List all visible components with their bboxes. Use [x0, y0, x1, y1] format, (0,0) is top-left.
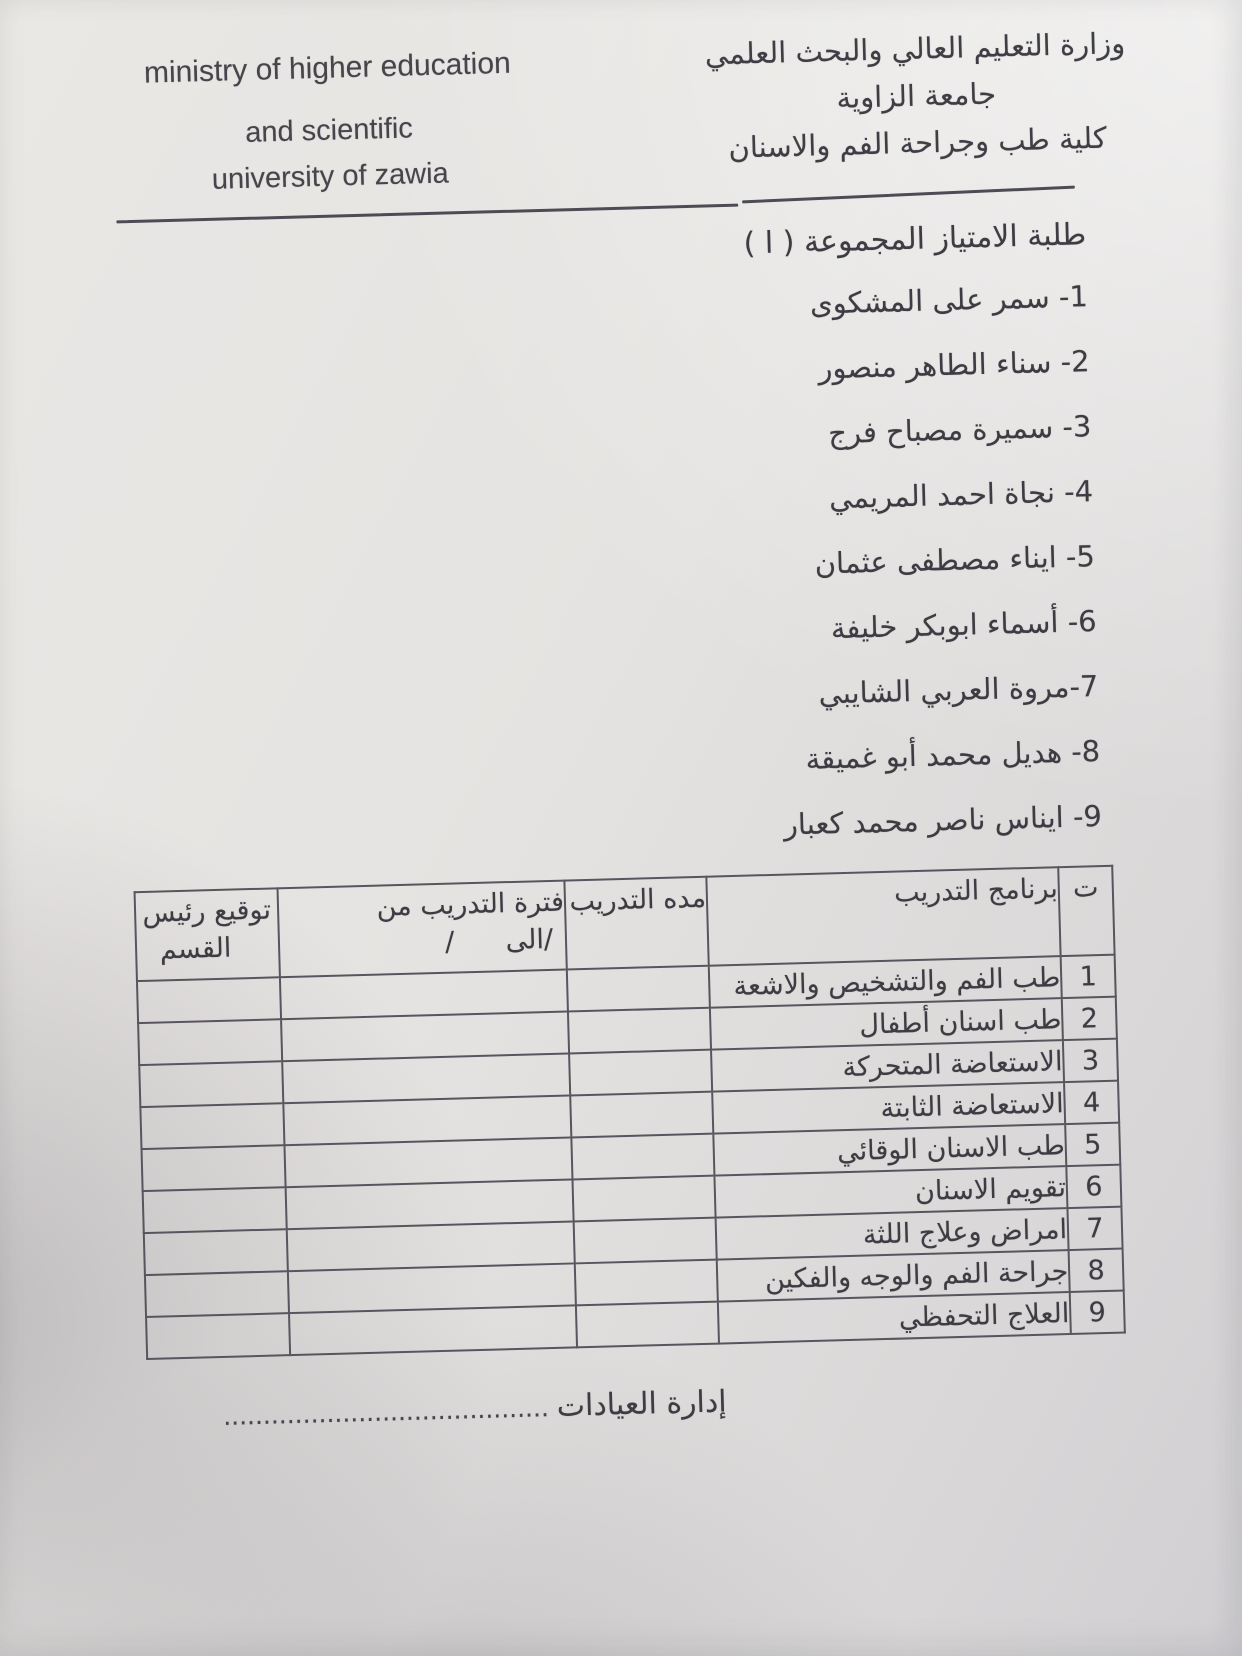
student-list-item: 9- ايناس ناصر محمد كعبار	[783, 798, 1103, 842]
duration-cell-empty	[572, 1176, 715, 1222]
program-cell: جراحة الفم والوجه والفكين	[717, 1250, 1070, 1302]
header-duration: مده التدريب	[564, 877, 708, 970]
program-cell: طب اسنان أطفال	[710, 998, 1063, 1050]
students-list-section	[526, 211, 1103, 873]
signature-cell-empty	[144, 1229, 288, 1275]
ministry-title-en: ministry of higher education	[143, 46, 512, 90]
header-program: برنامج التدريب	[706, 867, 1060, 965]
signature-cell-empty	[146, 1313, 290, 1359]
duration-cell-empty	[575, 1260, 718, 1306]
duration-cell-empty	[576, 1302, 719, 1348]
row-number-cell: 6	[1066, 1165, 1121, 1208]
student-list-item: 2- سناء الطاهر منصور	[817, 344, 1091, 386]
faculty-name-ar: كلية طب وجراحة الفم والاسنان	[728, 120, 1108, 165]
duration-cell-empty	[571, 1134, 714, 1180]
row-number-cell: 9	[1070, 1291, 1125, 1334]
university-name-ar: جامعة الزاوية	[836, 76, 997, 115]
student-list-item: 1- سمر على المشكوى	[809, 279, 1089, 321]
row-number-cell: 2	[1062, 997, 1117, 1040]
university-name-en: university of zawia	[211, 157, 450, 196]
header-serial: ت	[1058, 866, 1114, 956]
student-list-item: 3- سميرة مصباح فرج	[827, 409, 1092, 451]
header-underline-right	[742, 186, 1075, 204]
header-underline-left	[116, 204, 738, 224]
training-programs-table	[134, 865, 1126, 1360]
row-number-cell: 7	[1067, 1207, 1122, 1250]
duration-cell-empty	[568, 1008, 711, 1054]
row-number-cell: 8	[1069, 1249, 1124, 1292]
clinics-admin-label: إدارة العيادات	[556, 1384, 728, 1424]
signature-cell-empty	[145, 1271, 289, 1317]
duration-cell-empty	[567, 966, 710, 1012]
signature-cell-empty	[143, 1187, 287, 1233]
row-number-cell: 4	[1064, 1081, 1119, 1124]
header-signature-line2: القسم	[159, 932, 232, 966]
duration-cell-empty	[574, 1218, 717, 1264]
ministry-title-ar: وزارة التعليم العالي والبحث العلمي	[704, 26, 1126, 72]
program-cell: تقويم الاسنان	[714, 1166, 1067, 1218]
header-signature-line1: توقيع رئيس	[141, 894, 272, 929]
program-cell: امراض وعلاج اللثة	[716, 1208, 1069, 1260]
header-period-line1: فترة التدريب من	[376, 886, 565, 923]
duration-cell-empty	[569, 1050, 712, 1096]
student-list-item: 4- نجاة احمد المريمي	[828, 474, 1094, 516]
clinics-admin-signature-line	[166, 1384, 727, 1434]
signature-cell-empty	[142, 1145, 286, 1191]
signature-cell-empty	[138, 1019, 282, 1065]
ministry-subtitle-en: and scientific	[244, 112, 414, 149]
header-arabic-block	[688, 20, 1144, 173]
signature-cell-empty	[139, 1061, 283, 1107]
signature-cell-empty	[140, 1103, 284, 1149]
duration-cell-empty	[570, 1092, 713, 1138]
program-cell: الاستعاضة الثابتة	[712, 1082, 1065, 1134]
period-cell-empty	[289, 1305, 577, 1355]
program-cell: طب الاسنان الوقائي	[713, 1124, 1066, 1176]
student-list-item: 6- أسماء ابوبكر خليفة	[830, 604, 1098, 646]
header-english-block	[112, 46, 546, 200]
row-number-cell: 5	[1065, 1123, 1120, 1166]
student-list-item: 5- ايناء مصطفى عثمان	[814, 539, 1096, 581]
program-cell: طب الفم والتشخيص والاشعة	[709, 956, 1062, 1008]
row-number-cell: 3	[1063, 1039, 1118, 1082]
header-signature	[135, 888, 280, 981]
program-cell: الاستعاضة المتحركة	[711, 1040, 1064, 1092]
dotted-line: .........................................	[222, 1393, 550, 1431]
student-list-item: 7-مروة العربي الشايبي	[818, 669, 1099, 711]
header-period-line2: /الى /	[444, 923, 554, 958]
list-title: طلبة الامتياز المجموعة ( ا )	[743, 217, 1087, 262]
row-number-cell: 1	[1061, 955, 1116, 998]
program-cell: العلاج التحفظي	[718, 1292, 1071, 1344]
header-period	[278, 881, 567, 978]
signature-cell-empty	[137, 977, 281, 1023]
student-list-item: 8- هديل محمد أبو غميقة	[805, 734, 1101, 776]
